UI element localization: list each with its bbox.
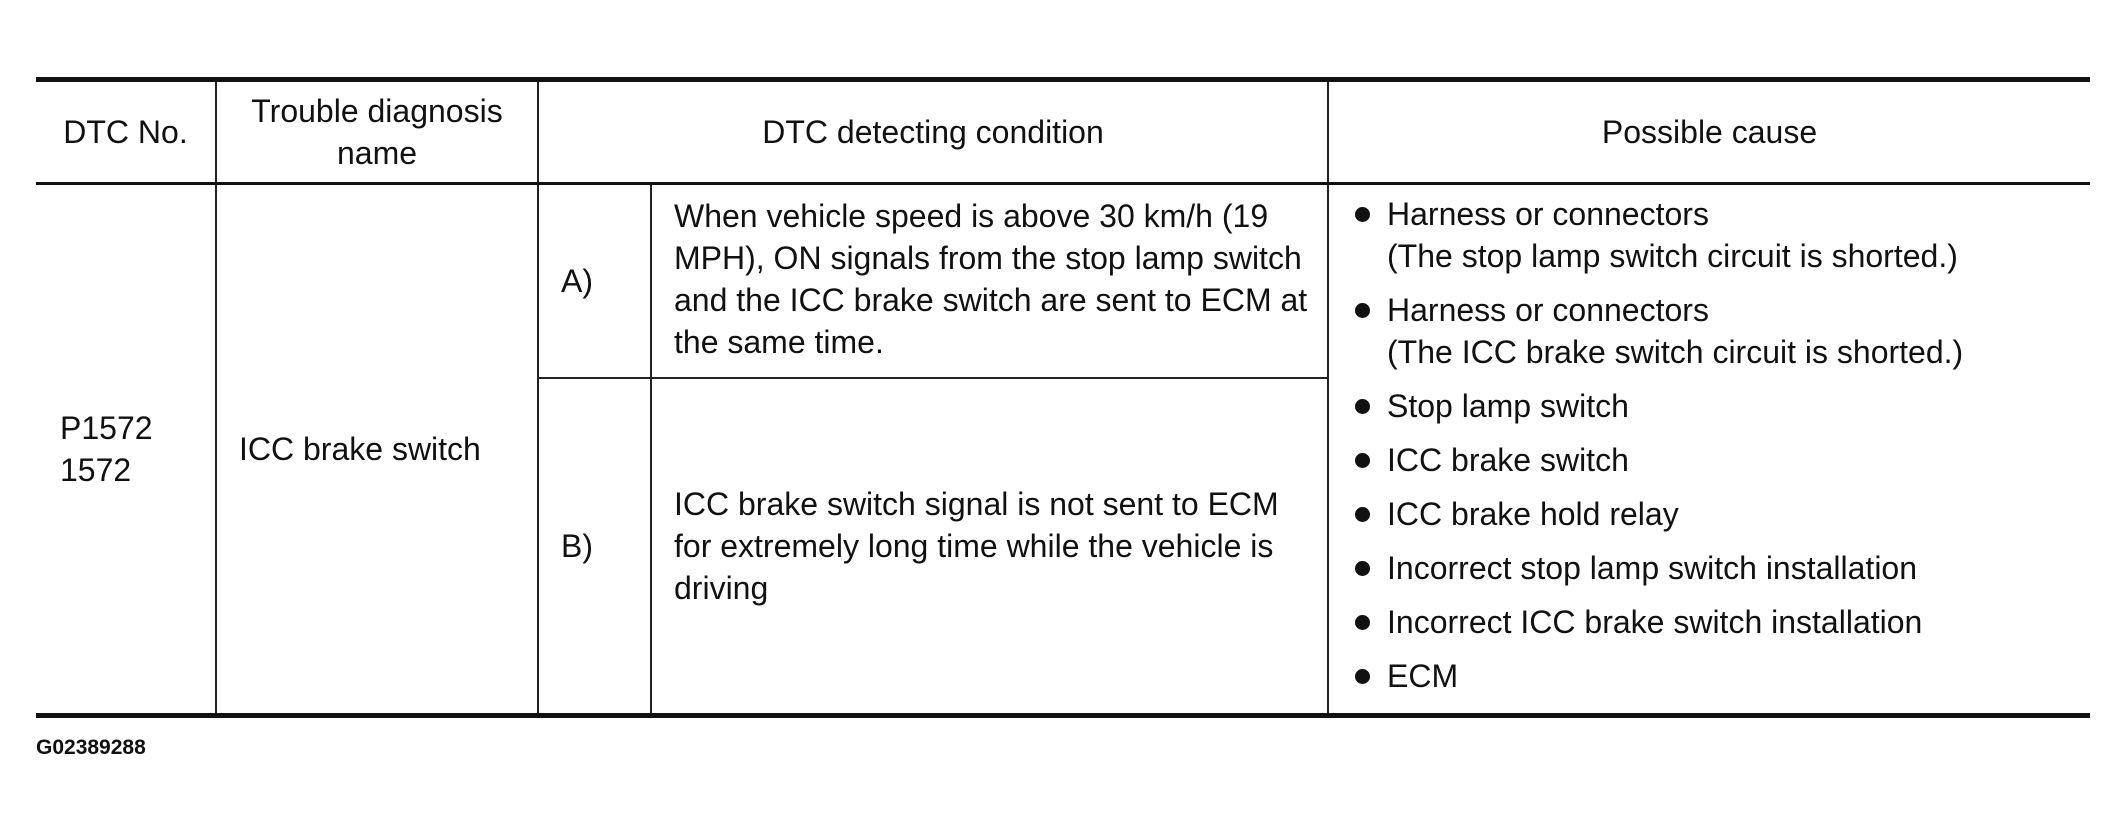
bullet-icon bbox=[1355, 669, 1370, 684]
cause-text: Incorrect stop lamp switch installation bbox=[1387, 550, 1918, 586]
list-item bbox=[1353, 601, 2080, 643]
bullet-icon bbox=[1355, 399, 1370, 414]
bullet-icon bbox=[1355, 507, 1370, 522]
bullet-icon bbox=[1355, 561, 1370, 576]
dtc-number-cell bbox=[36, 184, 216, 716]
table-row bbox=[36, 184, 2090, 379]
cause-text: ICC brake switch bbox=[1387, 442, 1629, 478]
list-item bbox=[1353, 439, 2080, 481]
condition-id-a: A) bbox=[538, 184, 651, 379]
cause-text: ICC brake hold relay bbox=[1387, 496, 1679, 532]
bullet-icon bbox=[1355, 303, 1370, 318]
cause-note: (The ICC brake switch circuit is shorted.) bbox=[1387, 334, 1964, 370]
cause-text: Harness or connectors bbox=[1387, 196, 1709, 232]
cause-text: Stop lamp switch bbox=[1387, 388, 1629, 424]
list-item bbox=[1353, 385, 2080, 427]
cause-list bbox=[1353, 193, 2080, 697]
header-condition: DTC detecting condition bbox=[538, 80, 1328, 184]
cause-note: (The stop lamp switch circuit is shorted.) bbox=[1387, 238, 1958, 274]
dtc-code-short: 1572 bbox=[60, 452, 132, 488]
bullet-icon bbox=[1355, 453, 1370, 468]
header-trouble-name: Trouble diagnosis name bbox=[216, 80, 538, 184]
header-row bbox=[36, 80, 2090, 184]
list-item bbox=[1353, 193, 2080, 277]
cause-text: Incorrect ICC brake switch installation bbox=[1387, 604, 1923, 640]
cause-text: ECM bbox=[1387, 658, 1459, 694]
condition-id-b: B) bbox=[538, 378, 651, 716]
list-item bbox=[1353, 289, 2080, 373]
header-possible-cause: Possible cause bbox=[1328, 80, 2090, 184]
list-item bbox=[1353, 547, 2080, 589]
list-item bbox=[1353, 493, 2080, 535]
header-dtc-no: DTC No. bbox=[36, 80, 216, 184]
list-item bbox=[1353, 655, 2080, 697]
figure-id: G02389288 bbox=[36, 736, 146, 759]
possible-cause-cell bbox=[1328, 184, 2090, 716]
dtc-code: P1572 bbox=[60, 410, 153, 446]
bullet-icon bbox=[1355, 615, 1370, 630]
condition-text-b: ICC brake switch signal is not sent to ECM for extremely long time while the vehicle is driving bbox=[651, 378, 1328, 716]
dtc-table bbox=[36, 77, 2090, 718]
bullet-icon bbox=[1355, 207, 1370, 222]
condition-text-a: When vehicle speed is above 30 km/h (19 MPH), ON signals from the stop lamp switch and the ICC brake switch are sent to ECM at the same time. bbox=[651, 184, 1328, 379]
trouble-name-cell: ICC brake switch bbox=[216, 184, 538, 716]
cause-text: Harness or connectors bbox=[1387, 292, 1709, 328]
